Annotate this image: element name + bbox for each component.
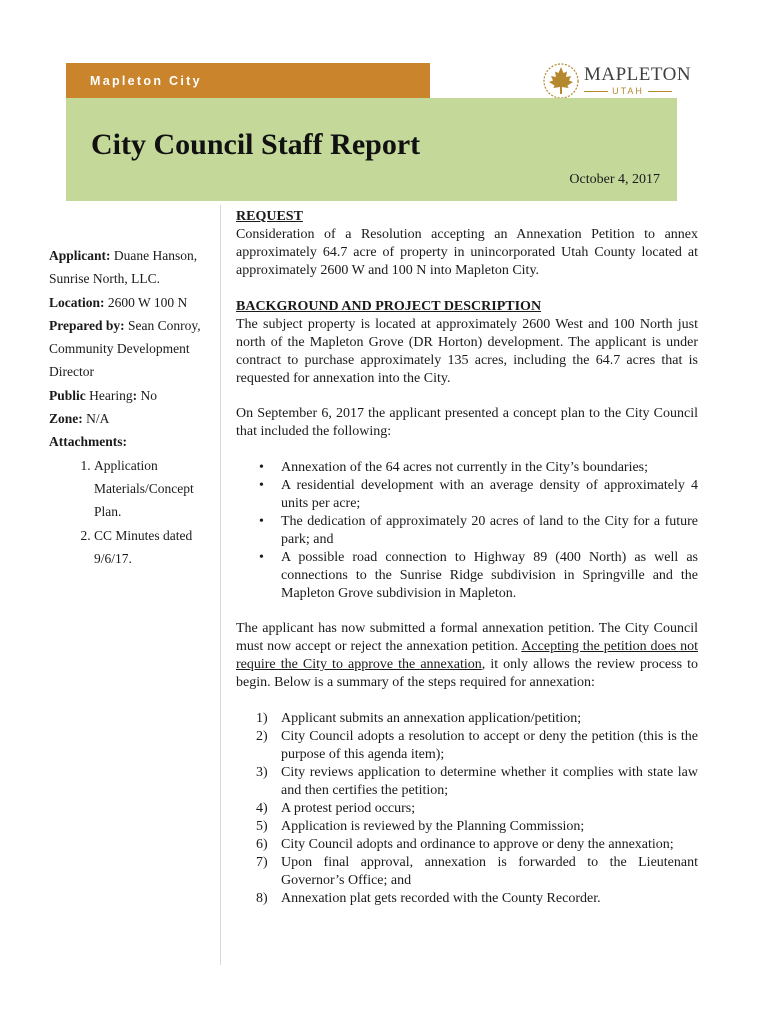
org-label: Mapleton City — [90, 74, 202, 88]
request-text: Consideration of a Resolution accepting an Annexation Petition to annex approximately 64.7 acre of property in unincorporated Utah County located at approximately 2600 W and 100 N into Mapleton City. — [236, 227, 698, 278]
attachments-list — [49, 454, 214, 570]
zone-field: Zone: N/A — [49, 411, 110, 427]
list-item: 6) City Council adopts and ordinance to approve or deny the annexation; — [256, 837, 674, 852]
list-item: 2) City Council adopts a resolution to accept or deny the petition (this is the purpose of this agenda item); — [256, 729, 698, 762]
list-item: 4) A protest period occurs; — [256, 801, 416, 816]
column-divider — [220, 205, 221, 965]
sidebar — [49, 244, 214, 570]
org-banner — [66, 63, 430, 98]
list-item: • The dedication of approximately 20 acres of land to the City for a future park; and — [281, 513, 698, 549]
background-text: The subject property is located at approximately 2600 West and 100 North just north of the Mapleton Grove (DR Horton) development. The applicant is under contract to purchase approximately 135 acres, including the 64.7 acres that is requested for annexation into the City. — [236, 317, 698, 386]
mapleton-logo — [542, 62, 692, 100]
list-item: • Annexation of the 64 acres not currently in the City’s boundaries; — [281, 459, 698, 477]
background-heading: BACKGROUND AND PROJECT DESCRIPTION — [236, 299, 542, 314]
concept-intro: On September 6, 2017 the applicant presented a concept plan to the City Council that included the following: — [236, 406, 698, 439]
attachments-label: Attachments: — [49, 434, 127, 450]
petition-text: The applicant has now submitted a formal annexation petition. The City Council must now accept or reject the annexation petition. Accepting the petition does not require the City to approve the annexation, it only allows the review process to begin. Below is a summary of the steps required for annexation: — [236, 621, 698, 690]
prepared-by-field: Prepared by: Sean Conroy, Community Development Director — [49, 317, 201, 380]
list-item: 3) City reviews application to determine whether it complies with state law and then certifies the petition; — [256, 765, 698, 798]
logo-sub-text: UTAH — [612, 86, 644, 96]
list-item: 2. CC Minutes dated 9/6/17. — [94, 524, 214, 571]
list-item: 1. Application Materials/Concept Plan. — [94, 454, 214, 524]
annexation-steps-list — [236, 710, 698, 908]
list-item: • A possible road connection to Highway 89 (400 North) as well as connections to the Sunrise Ridge subdivision in Springville and the Mapleton Grove subdivision in Mapleton. — [281, 549, 698, 603]
list-item: • A residential development with an average density of approximately 4 units per acre; — [281, 477, 698, 513]
list-item: 5) Application is reviewed by the Planning Commission; — [256, 819, 585, 834]
request-heading: REQUEST — [236, 209, 303, 224]
location-field: Location: 2600 W 100 N — [49, 294, 188, 310]
logo-subtitle — [584, 86, 672, 96]
list-item: 1) Applicant submits an annexation application/petition; — [256, 711, 582, 726]
main-content — [236, 208, 698, 908]
maple-leaf-icon — [542, 62, 580, 100]
report-date: October 4, 2017 — [569, 172, 660, 187]
title-banner — [66, 98, 677, 201]
list-item: 7) Upon final approval, annexation is forwarded to the Lieutenant Governor’s Office; and — [256, 855, 698, 888]
page-title: City Council Staff Report — [91, 128, 421, 161]
public-hearing-field: Public Hearing: No — [49, 387, 157, 403]
petition-underlined-text: Accepting the petition does not require the City to approve the annexation — [236, 639, 698, 672]
concept-bullet-list — [236, 459, 698, 603]
list-item: 8) Annexation plat gets recorded with the County Recorder. — [256, 891, 601, 906]
logo-name: MAPLETON — [584, 64, 692, 85]
applicant-field: Applicant: Duane Hanson, Sunrise North, LLC. — [49, 248, 198, 287]
